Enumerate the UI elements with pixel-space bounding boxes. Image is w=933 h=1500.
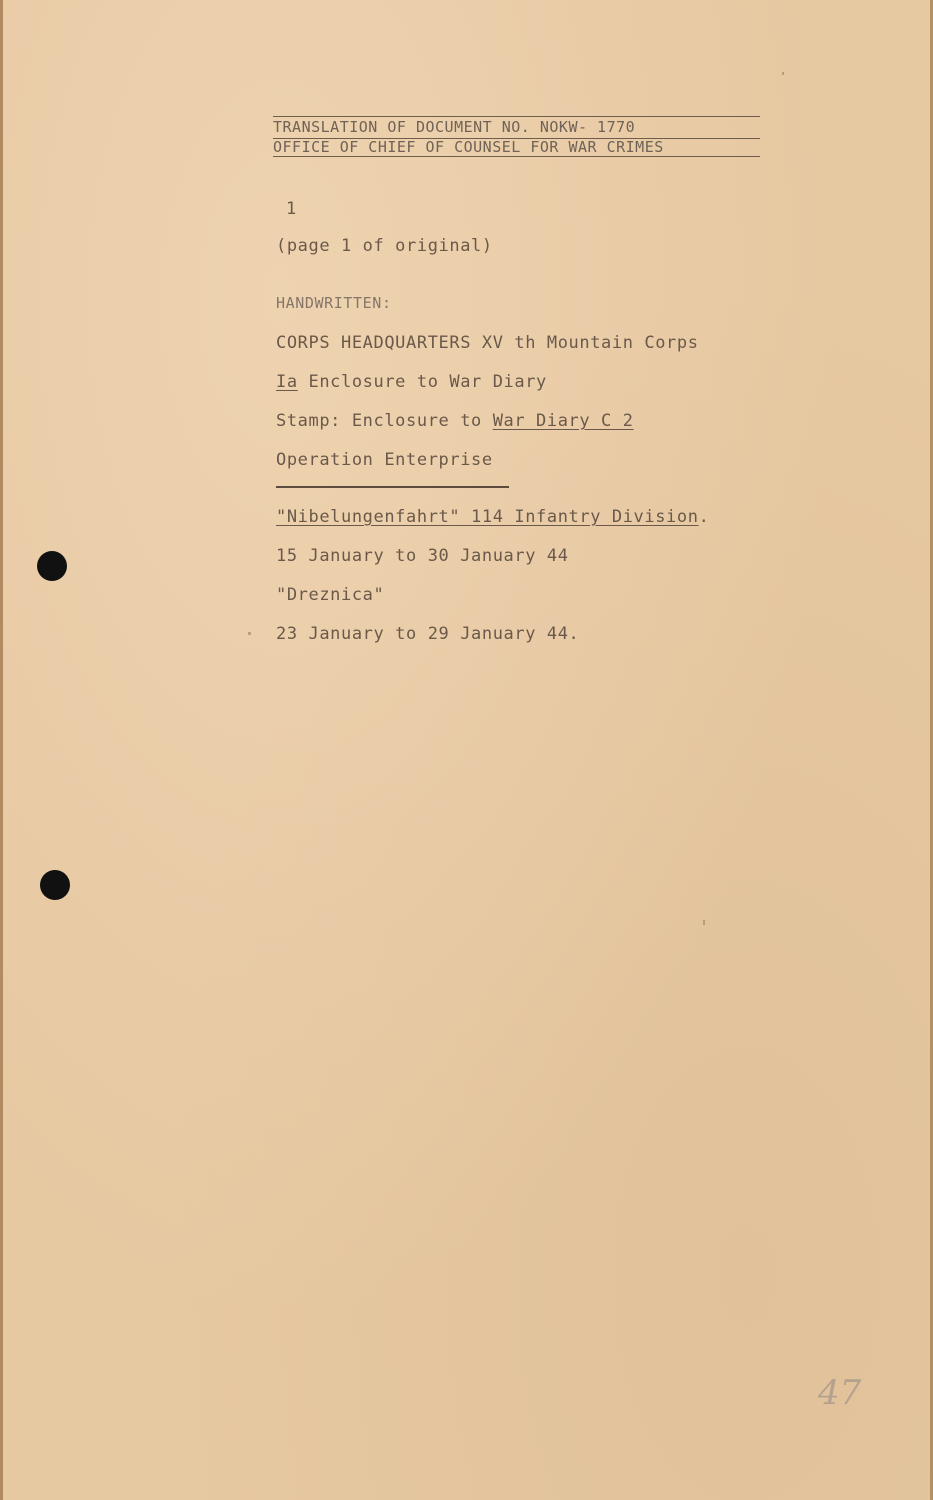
page-left-edge <box>0 0 3 1500</box>
paper-speck <box>703 920 705 925</box>
date-range-2: 23 January to 29 January 44. <box>276 624 580 644</box>
separator-rule <box>276 486 509 488</box>
nibelungen-line <box>276 507 709 527</box>
paper-speck <box>248 632 251 635</box>
stamp-war-diary: War Diary C 2 <box>492 411 634 431</box>
punch-hole-bottom <box>40 870 70 900</box>
header-rule-top <box>273 116 760 117</box>
stamp-line <box>276 411 634 431</box>
corps-headquarters-line: CORPS HEADQUARTERS XV th Mountain Corps <box>276 333 699 353</box>
header-rule-bottom <box>273 156 760 157</box>
nibelungen-period: . <box>698 507 710 527</box>
page-note: (page 1 of original) <box>276 236 493 256</box>
handwritten-label: HANDWRITTEN: <box>276 294 392 312</box>
handwritten-page-number: 47 <box>818 1373 862 1413</box>
operation-line: Operation Enterprise <box>276 450 493 470</box>
enclosure-line <box>276 372 547 392</box>
dreznica-line: "Dreznica" <box>276 585 385 605</box>
date-range-1: 15 January to 30 January 44 <box>276 546 569 566</box>
header-office-line: OFFICE OF CHIEF OF COUNSEL FOR WAR CRIMES <box>273 138 664 156</box>
nibelungen-text: "Nibelungenfahrt" 114 Infantry Division <box>276 507 699 527</box>
ia-label: Ia <box>276 372 298 392</box>
stamp-prefix: Stamp: Enclosure to <box>276 411 493 431</box>
page-number: 1 <box>286 199 297 219</box>
punch-hole-top <box>37 551 67 581</box>
paper-speck <box>782 72 784 75</box>
header-translation-line: TRANSLATION OF DOCUMENT NO. NOKW- 1770 <box>273 118 636 136</box>
enclosure-text: Enclosure to War Diary <box>297 372 547 392</box>
